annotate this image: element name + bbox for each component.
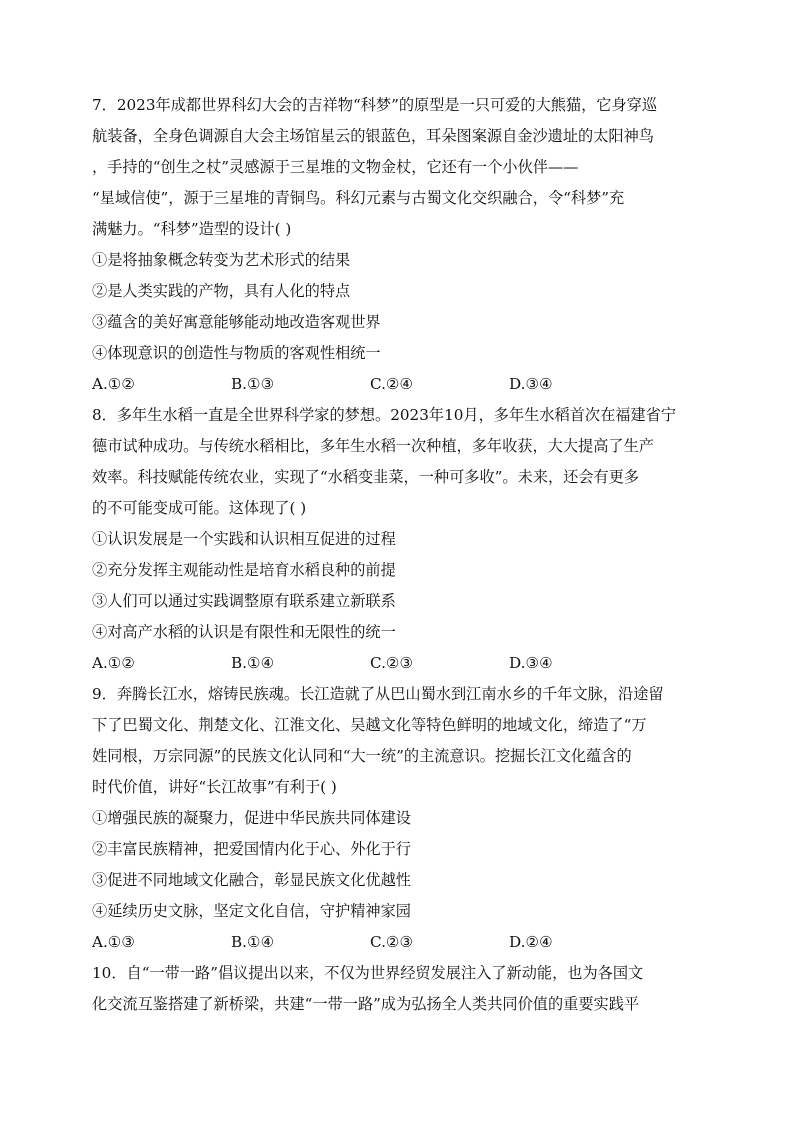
question-8-options: [92, 648, 702, 679]
question-7-stem-line: 7．2023年成都世界科幻大会的吉祥物“科梦”的原型是一只可爱的大熊猫，它身穿巡: [92, 96, 658, 114]
option-b: B.①④: [231, 654, 275, 672]
question-9-statement: ①增强民族的凝聚力，促进中华民族共同体建设: [92, 809, 411, 827]
question-7-statement: ①是将抽象概念转变为艺术形式的结果: [92, 251, 351, 269]
question-8-stem-line: 效率。科技赋能传统农业，实现了“水稻变韭菜，一种可多收”。未来，还会有更多: [92, 468, 640, 486]
question-7-stem-line: ，手持的“创生之杖”灵感源于三星堆的文物金杖，它还有一个小伙伴——: [92, 158, 579, 176]
question-7-stem-line: 满魅力。“科梦”造型的设计( ): [92, 220, 292, 238]
option-c: C.②④: [370, 375, 414, 393]
option-a: A.①③: [92, 933, 136, 951]
question-8-statement: ③人们可以通过实践调整原有联系建立新联系: [92, 592, 396, 610]
question-7: [92, 90, 702, 400]
option-b: B.①④: [231, 933, 275, 951]
question-9-statement: ②丰富民族精神，把爱国情内化于心、外化于行: [92, 840, 411, 858]
question-8-statement: ④对高产水稻的认识是有限性和无限性的统一: [92, 623, 396, 641]
option-d: D.③④: [509, 375, 553, 393]
question-7-statement: ③蕴含的美好寓意能够能动地改造客观世界: [92, 313, 381, 331]
question-8: [92, 400, 702, 679]
question-9-options: [92, 927, 702, 958]
option-c: C.②③: [370, 933, 414, 951]
question-list: [92, 90, 702, 1020]
question-9-stem-line: 下了巴蜀文化、荆楚文化、江淮文化、吴越文化等特色鲜明的地域文化，缔造了“万: [92, 716, 647, 734]
question-10-stem-line: 化交流互鉴搭建了新桥梁，共建“一带一路”成为弘扬全人类共同价值的重要实践平: [92, 995, 640, 1013]
option-d: D.②④: [509, 933, 553, 951]
question-8-stem-line: 8．多年生水稻一直是全世界科学家的梦想。2023年10月，多年生水稻首次在福建省宁: [92, 406, 677, 424]
question-10-stem-line: 10．自“一带一路”倡议提出以来，不仅为世界经贸发展注入了新动能，也为各国文: [92, 964, 644, 982]
option-a: A.①②: [92, 375, 136, 393]
question-8-stem-line: 的不可能变成可能。这体现了( ): [92, 499, 307, 517]
question-7-statement: ④体现意识的创造性与物质的客观性相统一: [92, 344, 381, 362]
question-9: [92, 679, 702, 958]
question-8-statement: ②充分发挥主观能动性是培育水稻良种的前提: [92, 561, 396, 579]
option-c: C.②③: [370, 654, 414, 672]
question-7-statement: ②是人类实践的产物，具有人化的特点: [92, 282, 351, 300]
question-10: [92, 958, 702, 1020]
option-d: D.③④: [509, 654, 553, 672]
question-8-statement: ①认识发展是一个实践和认识相互促进的过程: [92, 530, 396, 548]
question-9-stem-line: 9．奔腾长江水，熔铸民族魂。长江造就了从巴山蜀水到江南水乡的千年文脉，沿途留: [92, 685, 664, 703]
question-9-statement: ④延续历史文脉，坚定文化自信，守护精神家园: [92, 902, 411, 920]
question-9-stem-line: 时代价值，讲好“长江故事”有利于( ): [92, 778, 337, 796]
option-b: B.①③: [231, 375, 275, 393]
question-7-options: [92, 369, 702, 400]
question-8-stem-line: 德市试种成功。与传统水稻相比，多年生水稻一次种植，多年收获，大大提高了生产: [92, 437, 654, 455]
question-7-stem-line: 航装备，全身色调源自大会主场馆星云的银蓝色，耳朵图案源自金沙遗址的太阳神鸟: [92, 127, 654, 145]
question-9-stem-line: 姓同根，万宗同源”的民族文化认同和“大一统”的主流意识。挖掘长江文化蕴含的: [92, 747, 632, 765]
question-7-stem-line: “星域信使”，源于三星堆的青铜鸟。科幻元素与古蜀文化交织融合，令“科梦”充: [92, 189, 625, 207]
option-a: A.①②: [92, 654, 136, 672]
question-9-statement: ③促进不同地域文化融合，彰显民族文化优越性: [92, 871, 411, 889]
